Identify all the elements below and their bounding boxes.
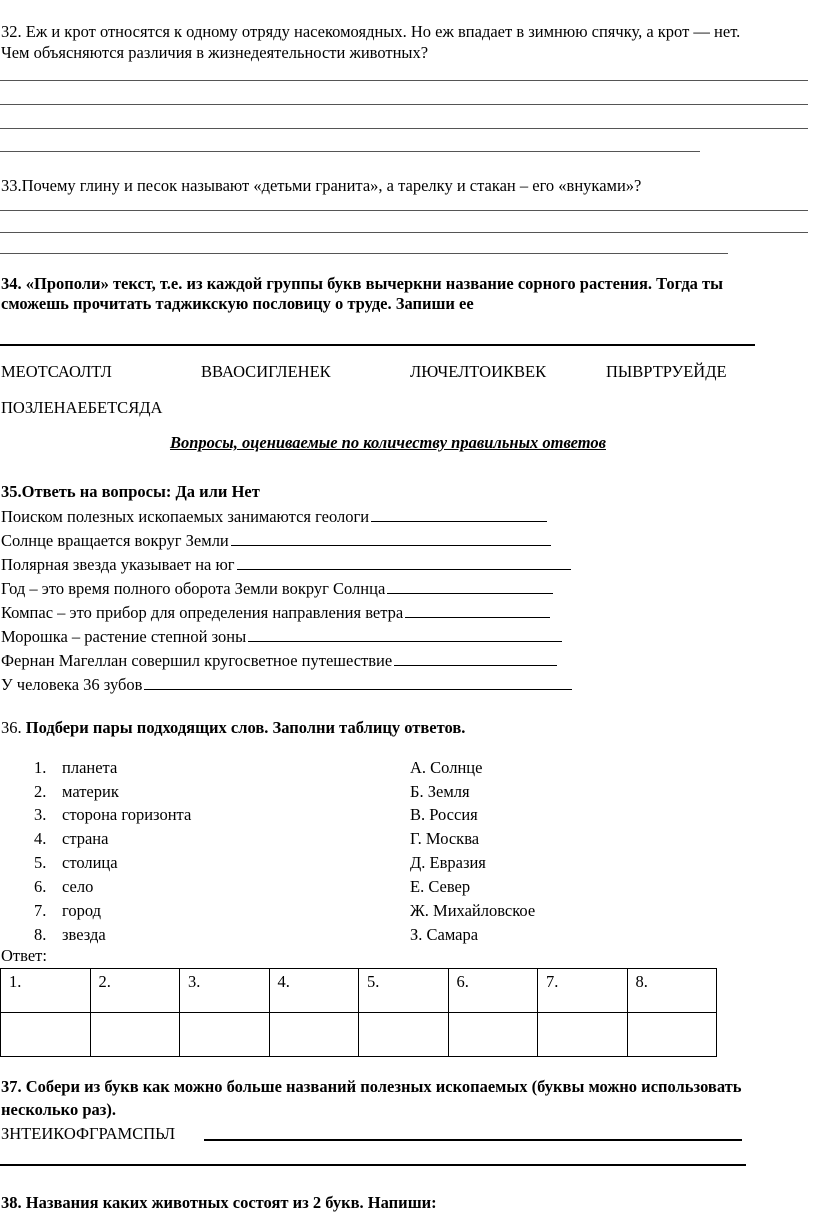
q32-line2: Чем объясняются различия в жизнедеятельности животных? xyxy=(1,43,429,62)
match-option: В. Россия xyxy=(410,805,478,824)
q37-line1: 37. Собери из букв как можно больше названий полезных ископаемых (буквы можно использовать xyxy=(1,1077,742,1096)
answer-cell[interactable] xyxy=(538,1013,628,1057)
q35-item: Фернан Магеллан совершил кругосветное путешествие xyxy=(1,650,557,671)
table-answer-row xyxy=(1,1013,717,1057)
table-header-cell: 2. xyxy=(90,969,180,1013)
answer-line[interactable] xyxy=(0,80,808,81)
answer-line[interactable] xyxy=(0,344,755,346)
answer-blank[interactable] xyxy=(405,602,550,618)
match-option: Д. Евразия xyxy=(410,853,486,872)
answer-line[interactable] xyxy=(0,104,808,105)
answer-cell[interactable] xyxy=(1,1013,91,1057)
answer-cell[interactable] xyxy=(627,1013,717,1057)
table-header-cell: 5. xyxy=(359,969,449,1013)
q33-text: 33.Почему глину и песок называют «детьми гранита», а тарелку и стакан – его «внуками»? xyxy=(1,176,642,195)
match-option: Е. Север xyxy=(410,877,471,896)
answer-line[interactable] xyxy=(0,210,808,211)
q35-item: Морошка – растение степной зоны xyxy=(1,626,562,647)
answer-cell[interactable] xyxy=(448,1013,538,1057)
answer-line[interactable] xyxy=(0,151,700,152)
table-header-cell: 4. xyxy=(269,969,359,1013)
list-item: 2. материк xyxy=(34,782,119,801)
letter-group-4: ПЫВРТРУЕЙДЕ xyxy=(606,362,727,381)
match-option: Ж. Михайловское xyxy=(410,901,536,920)
letter-group-5: ПОЗЛЕНАЕБЕТСЯДА xyxy=(1,398,163,417)
list-item: 5. столица xyxy=(34,853,118,872)
letter-group-1: МЕОТСАОЛТЛ xyxy=(1,362,112,381)
answer-blank[interactable] xyxy=(237,554,571,570)
table-header-cell: 7. xyxy=(538,969,628,1013)
table-header-cell: 6. xyxy=(448,969,538,1013)
list-item: 8. звезда xyxy=(34,925,106,944)
answer-blank[interactable] xyxy=(387,578,553,594)
table-header-cell: 3. xyxy=(180,969,270,1013)
answer-blank[interactable] xyxy=(394,650,557,666)
answer-blank[interactable] xyxy=(248,626,562,642)
list-item: 6. село xyxy=(34,877,94,896)
list-item: 7. город xyxy=(34,901,102,920)
q35-item: Полярная звезда указывает на юг xyxy=(1,554,571,575)
answer-blank[interactable] xyxy=(144,674,572,690)
answer-blank[interactable] xyxy=(371,506,547,522)
q32-line1: 32. Еж и крот относятся к одному отряду насекомоядных. Но еж впадает в зимнюю спячку, а крот — нет. xyxy=(1,22,741,41)
answer-line[interactable] xyxy=(204,1139,742,1141)
answer-cell[interactable] xyxy=(359,1013,449,1057)
q35-item: У человека 36 зубов xyxy=(1,674,572,695)
answer-cell[interactable] xyxy=(180,1013,270,1057)
match-option: Б. Земля xyxy=(410,782,470,801)
section-subheading: Вопросы, оцениваемые по количеству правильных ответов xyxy=(170,433,606,452)
q35-title: 35.Ответь на вопросы: Да или Нет xyxy=(1,482,260,501)
list-item: 4. страна xyxy=(34,829,109,848)
letter-group-3: ЛЮЧЕЛТОИКВЕК xyxy=(410,362,547,381)
answer-label: Ответ: xyxy=(1,946,47,965)
answer-cell[interactable] xyxy=(269,1013,359,1057)
q35-item: Компас – это прибор для определения направления ветра xyxy=(1,602,550,623)
q37-line2: несколько раз). xyxy=(1,1100,117,1119)
answer-line[interactable] xyxy=(0,1164,746,1166)
q35-item: Поиском полезных ископаемых занимаются геологи xyxy=(1,506,547,527)
q34-line1: 34. «Прополи» текст, т.е. из каждой группы букв вычеркни название сорного растения. Тогда ты xyxy=(1,274,724,293)
list-item: 1. планета xyxy=(34,758,118,777)
q35-item: Год – это время полного оборота Земли вокруг Солнца xyxy=(1,578,553,599)
table-header-cell: 1. xyxy=(1,969,91,1013)
answer-blank[interactable] xyxy=(231,530,551,546)
answer-line[interactable] xyxy=(0,253,728,254)
answer-table xyxy=(0,968,717,1057)
q35-item: Солнце вращается вокруг Земли xyxy=(1,530,551,551)
q36-heading: 36. Подбери пары подходящих слов. Заполни таблицу ответов. xyxy=(1,718,466,737)
q38-text: 38. Названия каких животных состоят из 2 букв. Напиши: xyxy=(1,1193,437,1212)
q37-letters: ЗНТЕИКОФГРАМСПЬЛ xyxy=(1,1124,176,1143)
letter-group-2: ВВАОСИГЛЕНЕК xyxy=(201,362,331,381)
match-option: А. Солнце xyxy=(410,758,483,777)
match-option: З. Самара xyxy=(410,925,479,944)
table-header-row xyxy=(1,969,717,1013)
q34-line2: сможешь прочитать таджикскую пословицу о труде. Запиши ее xyxy=(1,294,474,313)
table-header-cell: 8. xyxy=(627,969,717,1013)
answer-cell[interactable] xyxy=(90,1013,180,1057)
answer-line[interactable] xyxy=(0,128,808,129)
match-option: Г. Москва xyxy=(410,829,480,848)
answer-line[interactable] xyxy=(0,232,808,233)
list-item: 3. сторона горизонта xyxy=(34,805,192,824)
